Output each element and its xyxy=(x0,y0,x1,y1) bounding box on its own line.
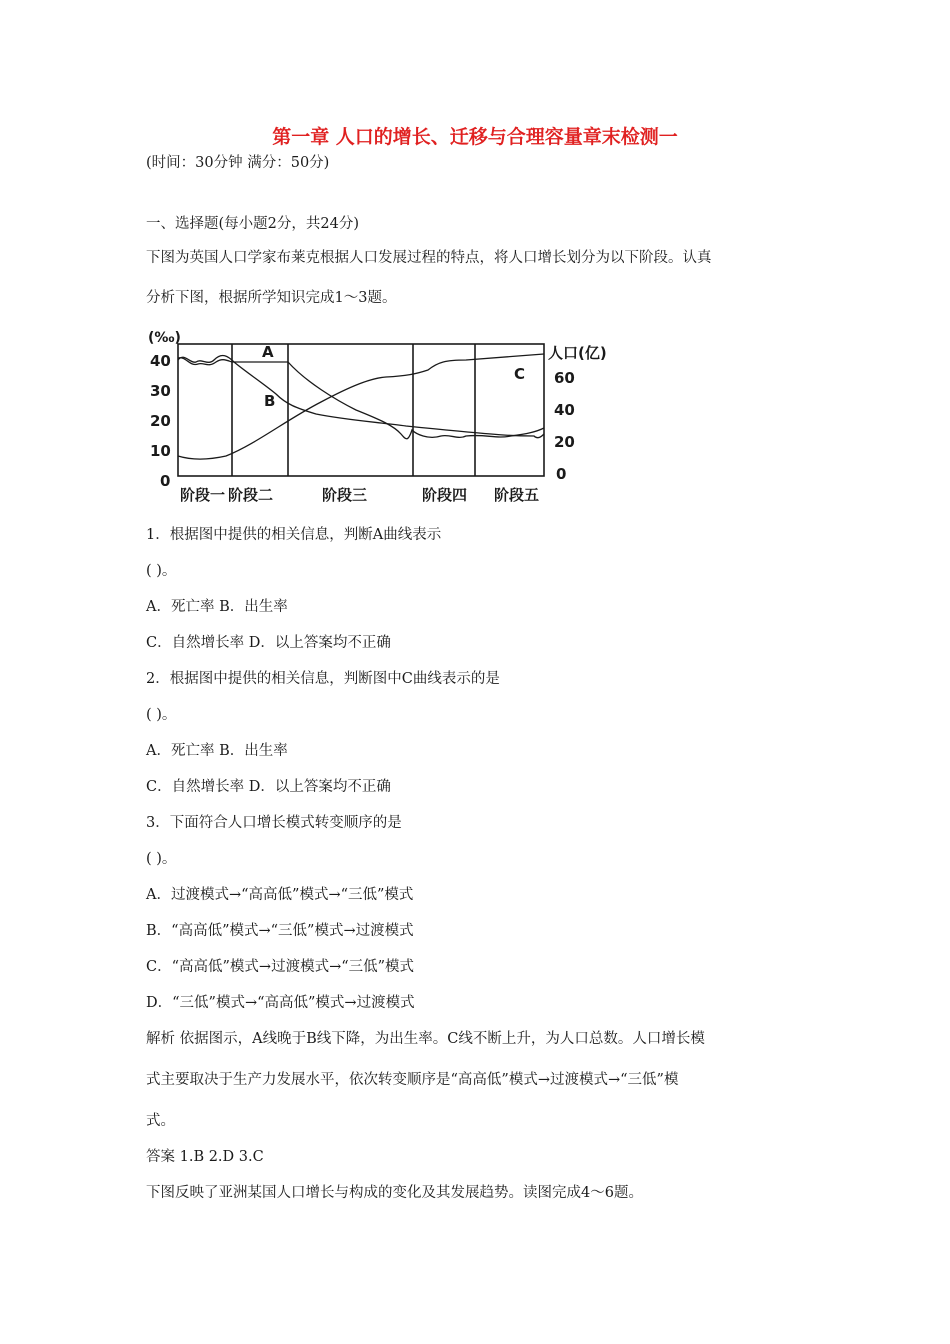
question-1-stem: 1．根据图中提供的相关信息，判断A曲线表示 xyxy=(146,527,442,543)
stage-label-5: 阶段五 xyxy=(494,486,540,504)
population-stage-chart xyxy=(146,322,626,512)
question-3-option-a: A．过渡模式→“高高低”模式→“三低”模式 xyxy=(146,887,414,903)
question-3-option-b: B．“高高低”模式→“三低”模式→过渡模式 xyxy=(146,923,414,939)
right-tick-0: 0 xyxy=(556,465,567,483)
chart-svg xyxy=(146,322,626,512)
question-3-stem: 3．下面符合人口增长模式转变顺序的是 xyxy=(146,815,402,831)
question-3-option-c: C．“高高低”模式→过渡模式→“三低”模式 xyxy=(146,959,415,975)
question-1-options-cd: C．自然增长率 D．以上答案均不正确 xyxy=(146,635,391,651)
curve-label-a: A xyxy=(262,343,274,361)
analysis-line-3: 式。 xyxy=(146,1113,175,1129)
question-2-options-cd: C．自然增长率 D．以上答案均不正确 xyxy=(146,779,391,795)
left-axis-unit: (‰) xyxy=(148,330,181,346)
stage-label-2: 阶段二 xyxy=(228,486,274,504)
plot-frame xyxy=(178,344,544,476)
exam-meta: (时间：30分钟 满分：50分) xyxy=(146,155,330,171)
question-2-blank: ( )。 xyxy=(146,707,177,723)
intro-line-2: 分析下图，根据所学知识完成1～3题。 xyxy=(146,290,397,306)
curve-a-birth-rate xyxy=(178,358,544,439)
right-tick-20: 20 xyxy=(554,433,575,451)
stage-label-1: 阶段一 xyxy=(180,486,226,504)
analysis-line-1: 解析 依据图示，A线晚于B线下降，为出生率。C线不断上升，为人口总数。人口增长模 xyxy=(146,1031,705,1047)
curve-b-death-rate xyxy=(178,356,544,438)
curve-c-total-population xyxy=(178,354,544,459)
left-tick-40: 40 xyxy=(150,352,171,370)
question-2-options-ab: A．死亡率 B．出生率 xyxy=(146,743,288,759)
question-1-blank: ( )。 xyxy=(146,563,177,579)
left-tick-20: 20 xyxy=(150,412,171,430)
intro-line-1: 下图为英国人口学家布莱克根据人口发展过程的特点，将人口增长划分为以下阶段。认真 xyxy=(146,250,712,266)
answer-line: 答案 1.B 2.D 3.C xyxy=(146,1149,264,1165)
page-title: 第一章 人口的增长、迁移与合理容量章末检测一 xyxy=(272,126,678,148)
left-tick-30: 30 xyxy=(150,382,171,400)
curve-label-b: B xyxy=(264,392,276,410)
right-axis-unit: 人口(亿) xyxy=(548,344,607,362)
right-tick-60: 60 xyxy=(554,369,575,387)
stage-label-4: 阶段四 xyxy=(422,486,468,504)
left-tick-0: 0 xyxy=(160,472,171,490)
right-tick-40: 40 xyxy=(554,401,575,419)
question-1-options-ab: A．死亡率 B．出生率 xyxy=(146,599,288,615)
next-intro-line: 下图反映了亚洲某国人口增长与构成的变化及其发展趋势。读图完成4～6题。 xyxy=(146,1185,643,1201)
question-3-blank: ( )。 xyxy=(146,851,177,867)
curve-label-c: C xyxy=(514,365,526,383)
section-heading: 一、选择题(每小题2分，共24分) xyxy=(146,216,359,232)
analysis-line-2: 式主要取决于生产力发展水平，依次转变顺序是“高高低”模式→过渡模式→“三低”模 xyxy=(146,1072,679,1088)
stage-label-3: 阶段三 xyxy=(322,486,368,504)
question-2-stem: 2．根据图中提供的相关信息，判断图中C曲线表示的是 xyxy=(146,671,500,687)
left-tick-10: 10 xyxy=(150,442,171,460)
question-3-option-d: D．“三低”模式→“高高低”模式→过渡模式 xyxy=(146,995,415,1011)
